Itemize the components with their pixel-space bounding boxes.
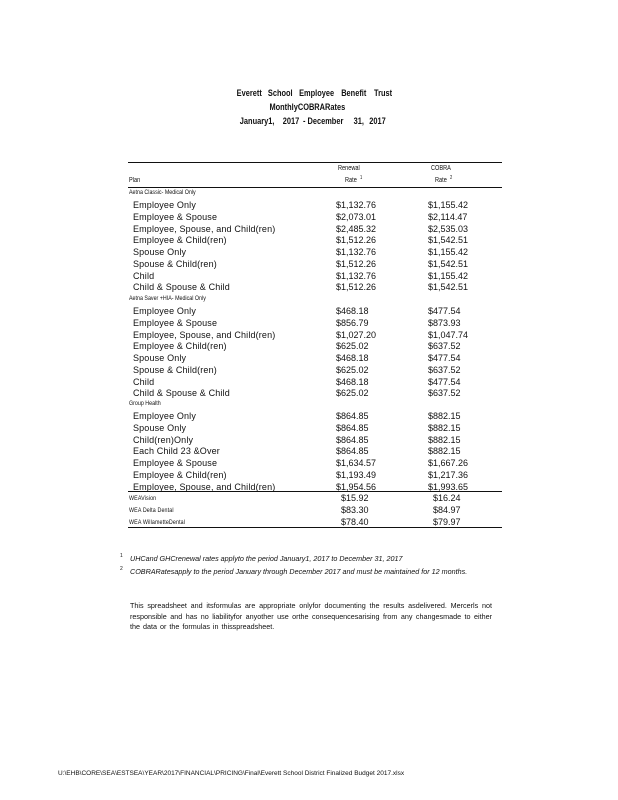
- date-part: - December: [302, 116, 344, 127]
- cobra-rate: $1,542.51: [428, 258, 469, 269]
- date-part: January1,: [239, 116, 275, 127]
- table-row: [0, 388, 618, 400]
- plan-label: Child: [133, 270, 155, 281]
- renewal-column-header: [345, 177, 362, 184]
- table-row: [0, 411, 618, 423]
- renewal-rate: $856.79: [336, 317, 369, 328]
- cobra-rate: $637.52: [428, 388, 461, 399]
- table-row: [0, 224, 618, 236]
- table-row: [0, 259, 618, 271]
- cobra-rate: $1,155.42: [428, 200, 469, 210]
- title-word: Employee: [299, 88, 335, 99]
- renewal-rate: $625.02: [336, 341, 369, 352]
- table-section-rule: [128, 491, 502, 492]
- renewal-rate: $1,132.76: [336, 200, 377, 210]
- renewal-rate: $864.85: [336, 434, 369, 445]
- cobra-rate: $16.24: [433, 493, 461, 503]
- renewal-rate: $864.85: [336, 411, 369, 421]
- cobra-rate: $84.97: [433, 505, 461, 515]
- date-part: 2017: [369, 116, 386, 127]
- table-row: [0, 318, 618, 330]
- renewal-rate: $1,193.49: [336, 469, 377, 480]
- title-word: School: [267, 88, 293, 99]
- renewal-column-header-top: Renewal: [338, 165, 360, 172]
- cobra-rate: $477.54: [428, 376, 461, 387]
- renewal-rate: $468.18: [336, 376, 369, 387]
- table-bottom-rule: [128, 527, 502, 528]
- renewal-rate: $468.18: [336, 306, 369, 316]
- table-row: [0, 200, 618, 212]
- table-top-rule: [128, 162, 502, 163]
- table-row: [0, 247, 618, 259]
- plan-label: Spouse Only: [133, 247, 187, 257]
- renewal-rate: $15.92: [341, 493, 369, 503]
- footnote-marker: 1: [360, 175, 363, 181]
- renewal-rate: $1,634.57: [336, 458, 377, 468]
- disclaimer: This spreadsheet and itsformulas are appropriate onlyfor documenting the results asdelivered. Mercerls not responsible and has no liabilityfor anyother use orthe consequencesarising from any changesmade to either the data or the formulas in thisspreadsheet.: [130, 601, 492, 631]
- plan-label: Employee Only: [133, 200, 196, 210]
- plan-label: Child & Spouse & Child: [133, 388, 230, 399]
- plan-label: Employee & Child(ren): [133, 469, 227, 480]
- date-part: 2017: [282, 116, 300, 127]
- plan-label: Employee & Spouse: [133, 211, 218, 222]
- cobra-rate: $637.52: [428, 364, 461, 375]
- cobra-rate: $882.15: [428, 422, 461, 433]
- cobra-column-header-top: COBRA: [431, 165, 451, 172]
- cobra-rate: $1,542.51: [428, 282, 469, 293]
- table-row: [0, 505, 618, 517]
- plan-label: Child & Spouse & Child: [133, 282, 230, 293]
- plan-label: Employee, Spouse, and Child(ren): [133, 223, 276, 234]
- renewal-rate-label: Rate: [345, 177, 357, 184]
- plan-label: WEA WillametteDental: [129, 519, 186, 526]
- renewal-rate: $83.30: [341, 505, 369, 515]
- cobra-rate: $2,535.03: [428, 223, 469, 234]
- cobra-column-header: [435, 177, 452, 184]
- table-row: [0, 493, 618, 505]
- table-row: [0, 330, 618, 342]
- plan-label: WEA Delta Dental: [129, 507, 174, 514]
- cobra-rate: $79.97: [433, 517, 461, 527]
- table-row: [0, 353, 618, 365]
- table-row: [0, 235, 618, 247]
- renewal-rate: $625.02: [336, 388, 369, 399]
- renewal-rate: $78.40: [341, 517, 369, 527]
- footnote-marker: 2: [120, 566, 123, 572]
- plan-label: Child: [133, 376, 155, 387]
- table-row: [0, 423, 618, 435]
- plan-label: Employee & Child(ren): [133, 341, 227, 352]
- section-title-aetna-saver: Aetna Saver +HIA- Medical Only: [129, 295, 206, 302]
- table-row: [0, 377, 618, 389]
- table-row: [0, 271, 618, 283]
- plan-label: Employee, Spouse, and Child(ren): [133, 329, 276, 340]
- section-title-group-health: Group Health: [129, 400, 161, 407]
- cobra-rate: $1,217.36: [428, 469, 469, 480]
- table-row: [0, 282, 618, 294]
- cobra-rate: $1,667.26: [428, 458, 469, 468]
- footnote-marker: 2: [450, 175, 453, 181]
- plan-label: Employee & Spouse: [133, 317, 218, 328]
- file-path: U:\EHB\CORE\SEA\ESTSEA\YEAR\2017\FINANCIAL\PRICING\Final\Everett School District Finalized Budget 2017.xlsx: [58, 770, 405, 777]
- cobra-rate: $882.15: [428, 434, 461, 445]
- section-title-aetna-classic: Aetna Classic- Medical Only: [129, 189, 196, 196]
- renewal-rate: $1,027.20: [336, 329, 377, 340]
- table-row: [0, 458, 618, 470]
- renewal-rate: $1,512.26: [336, 235, 377, 246]
- table-header-rule: [128, 187, 502, 188]
- table-row: [0, 435, 618, 447]
- table-row: [0, 341, 618, 353]
- title-word: Everett: [236, 88, 262, 99]
- renewal-rate: $1,512.26: [336, 282, 377, 293]
- renewal-rate: $468.18: [336, 353, 369, 363]
- cobra-rate: $1,155.42: [428, 247, 469, 257]
- table-row: [0, 365, 618, 377]
- footnote-1: [120, 553, 490, 564]
- plan-column-header: Plan: [129, 177, 141, 184]
- plan-label: WEAVision: [129, 495, 157, 502]
- renewal-rate: $2,073.01: [336, 211, 377, 222]
- plan-label: Spouse & Child(ren): [133, 364, 217, 375]
- cobra-rate-label: Rate: [435, 177, 447, 184]
- plan-label: Spouse Only: [133, 422, 187, 433]
- table-row: [0, 212, 618, 224]
- renewal-rate: $864.85: [336, 422, 369, 433]
- cobra-rate: $477.54: [428, 306, 461, 316]
- subtitle-text: MonthlyCOBRARates: [269, 102, 346, 113]
- footnote-2: [120, 566, 490, 577]
- cobra-rate: $1,047.74: [428, 329, 469, 340]
- footnote-1-text: UHCand GHCrenewal rates applyto the period January1, 2017 to December 31, 2017: [130, 554, 403, 563]
- plan-label: Spouse & Child(ren): [133, 258, 217, 269]
- cobra-rate: $1,542.51: [428, 235, 469, 246]
- renewal-rate: $625.02: [336, 364, 369, 375]
- renewal-rate: $864.85: [336, 446, 369, 457]
- title-word: Benefit: [341, 88, 367, 99]
- plan-label: Employee Only: [133, 306, 196, 316]
- plan-label: Employee, Spouse, and Child(ren): [133, 481, 276, 492]
- cobra-rate: $882.15: [428, 411, 461, 421]
- table-row: [0, 470, 618, 482]
- cobra-rate: $1,155.42: [428, 270, 469, 281]
- renewal-rate: $2,485.32: [336, 223, 377, 234]
- plan-label: Employee & Child(ren): [133, 235, 227, 246]
- footnote-marker: 1: [120, 553, 123, 559]
- plan-label: Employee & Spouse: [133, 458, 218, 468]
- plan-label: Each Child 23 &Over: [133, 446, 220, 457]
- renewal-rate: $1,132.76: [336, 247, 377, 257]
- cobra-rate: $2,114.47: [428, 211, 468, 222]
- plan-label: Employee Only: [133, 411, 196, 421]
- title-word: Trust: [373, 88, 393, 99]
- renewal-rate: $1,132.76: [336, 270, 377, 281]
- footnote-2-text: COBRARatesapply to the period January through December 2017 and must be maintained for 12 months.: [130, 567, 468, 576]
- table-row: [0, 446, 618, 458]
- cobra-rate: $477.54: [428, 353, 461, 363]
- cobra-rate: $1,993.65: [428, 481, 469, 492]
- date-part: 31,: [353, 116, 364, 127]
- cobra-rate: $882.15: [428, 446, 461, 457]
- table-row: [0, 306, 618, 318]
- renewal-rate: $1,512.26: [336, 258, 377, 269]
- cobra-rate: $637.52: [428, 341, 461, 352]
- renewal-rate: $1,954.56: [336, 481, 377, 492]
- plan-label: Spouse Only: [133, 353, 187, 363]
- cobra-rate: $873.93: [428, 317, 461, 328]
- plan-label: Child(ren)Only: [133, 434, 194, 445]
